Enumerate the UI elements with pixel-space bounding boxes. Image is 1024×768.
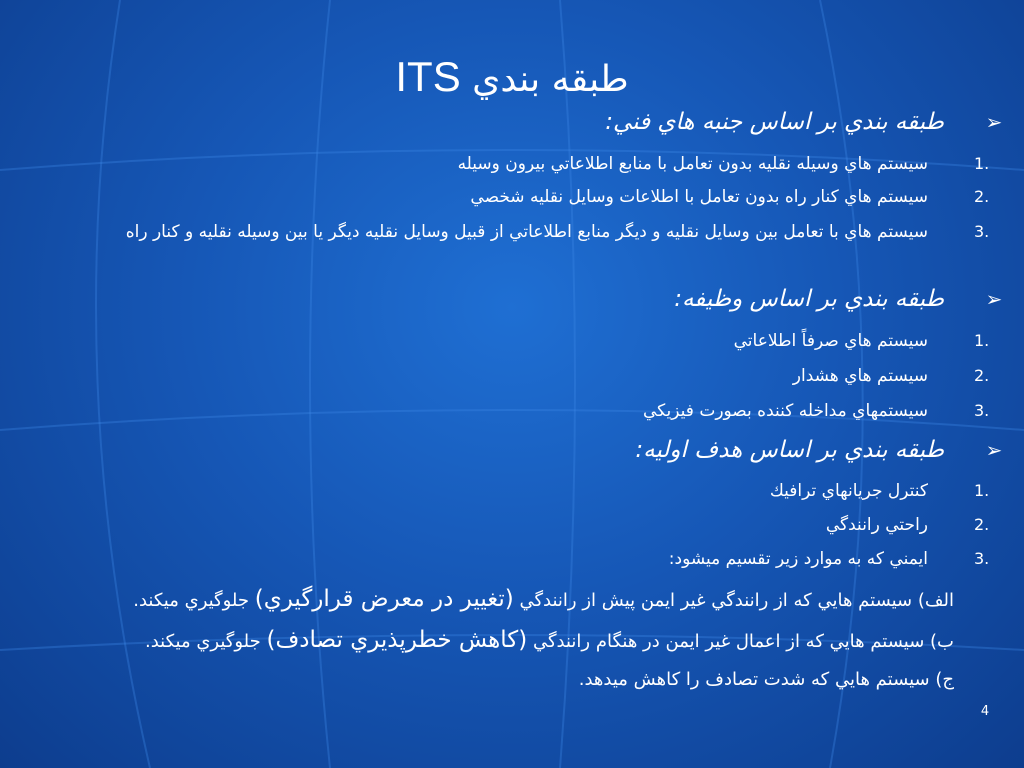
list-item — [48, 220, 990, 244]
subitem-emphasis: (تغيير در معرض قرارگيري) — [254, 586, 514, 612]
item-number: 3. — [974, 222, 990, 241]
item-number: 1. — [974, 331, 990, 350]
subitem-text: ج) سيستم هايي كه شدت تصادف را كاهش ميدهد. — [578, 669, 954, 690]
subitem-tail: جلوگيري ميكند. — [144, 631, 261, 652]
item-text: سيستم هاي كنار راه بدون تعامل با اطلاعات وسايل نقليه شخصي — [470, 187, 928, 207]
section-label: طبقه بندي بر اساس جنبه هاي فني: — [605, 109, 944, 135]
subitem-text: ب) سيستم هايي كه از اعمال غير ايمن در هنگام رانندگي — [532, 631, 954, 652]
title-latin: ITS — [395, 53, 461, 100]
item-text: سيستم هاي با تعامل بين وسايل نقليه و ديگر منابع اطلاعاتي از قبيل وسايل نقليه ديگر يا بين وسيله نقليه و كنار راه — [125, 222, 928, 242]
section-label: طبقه بندي بر اساس هدف اوليه: — [635, 437, 944, 463]
list-item — [48, 547, 990, 571]
item-text: ايمني كه به موارد زير تقسيم ميشود: — [668, 549, 928, 569]
title-text: طبقه بندي — [472, 59, 629, 100]
item-number: 2. — [974, 187, 990, 206]
list-item — [48, 399, 990, 423]
item-number: 3. — [974, 401, 990, 420]
subitem-emphasis: (كاهش خطرپذيري تصادف) — [266, 627, 528, 653]
section-heading-primary-goal — [64, 435, 1003, 465]
list-item — [48, 479, 990, 503]
section-label: طبقه بندي بر اساس وظيفه: — [674, 286, 944, 312]
item-number: 1. — [974, 154, 990, 173]
item-number: 3. — [974, 549, 990, 568]
item-text: كنترل جريانهاي ترافيك — [769, 481, 928, 501]
arrow-bullet-icon: ➢ — [985, 438, 1003, 462]
section-heading-function — [64, 284, 1003, 314]
item-text: سيستم هاي وسيله نقليه بدون تعامل با منابع اطلاعاتي بيرون وسيله — [457, 154, 928, 174]
subitem — [54, 667, 954, 693]
subitem-text: الف) سيستم هايي كه از رانندگي غير ايمن پيش از رانندگي — [519, 590, 954, 611]
item-text: راحتي رانندگي — [825, 515, 928, 535]
page-number: 4 — [980, 704, 990, 719]
item-text: سيستمهاي مداخله كننده بصورت فيزيكي — [642, 401, 928, 421]
item-text: سيستم هاي صرفاً اطلاعاتي — [733, 331, 928, 351]
list-item — [48, 513, 990, 537]
subitem-tail: جلوگيري ميكند. — [133, 590, 250, 611]
item-number: 2. — [974, 515, 990, 534]
subitem — [54, 627, 954, 655]
item-number: 1. — [974, 481, 990, 500]
subitem — [54, 586, 954, 614]
list-item — [48, 329, 990, 353]
section-heading-technical — [64, 107, 1003, 137]
item-number: 2. — [974, 366, 990, 385]
item-text: سيستم هاي هشدار — [792, 366, 928, 386]
list-item — [48, 364, 990, 388]
slide-title — [0, 52, 1024, 102]
arrow-bullet-icon: ➢ — [985, 110, 1003, 134]
list-item — [48, 152, 990, 176]
list-item — [48, 185, 990, 209]
arrow-bullet-icon: ➢ — [985, 287, 1003, 311]
